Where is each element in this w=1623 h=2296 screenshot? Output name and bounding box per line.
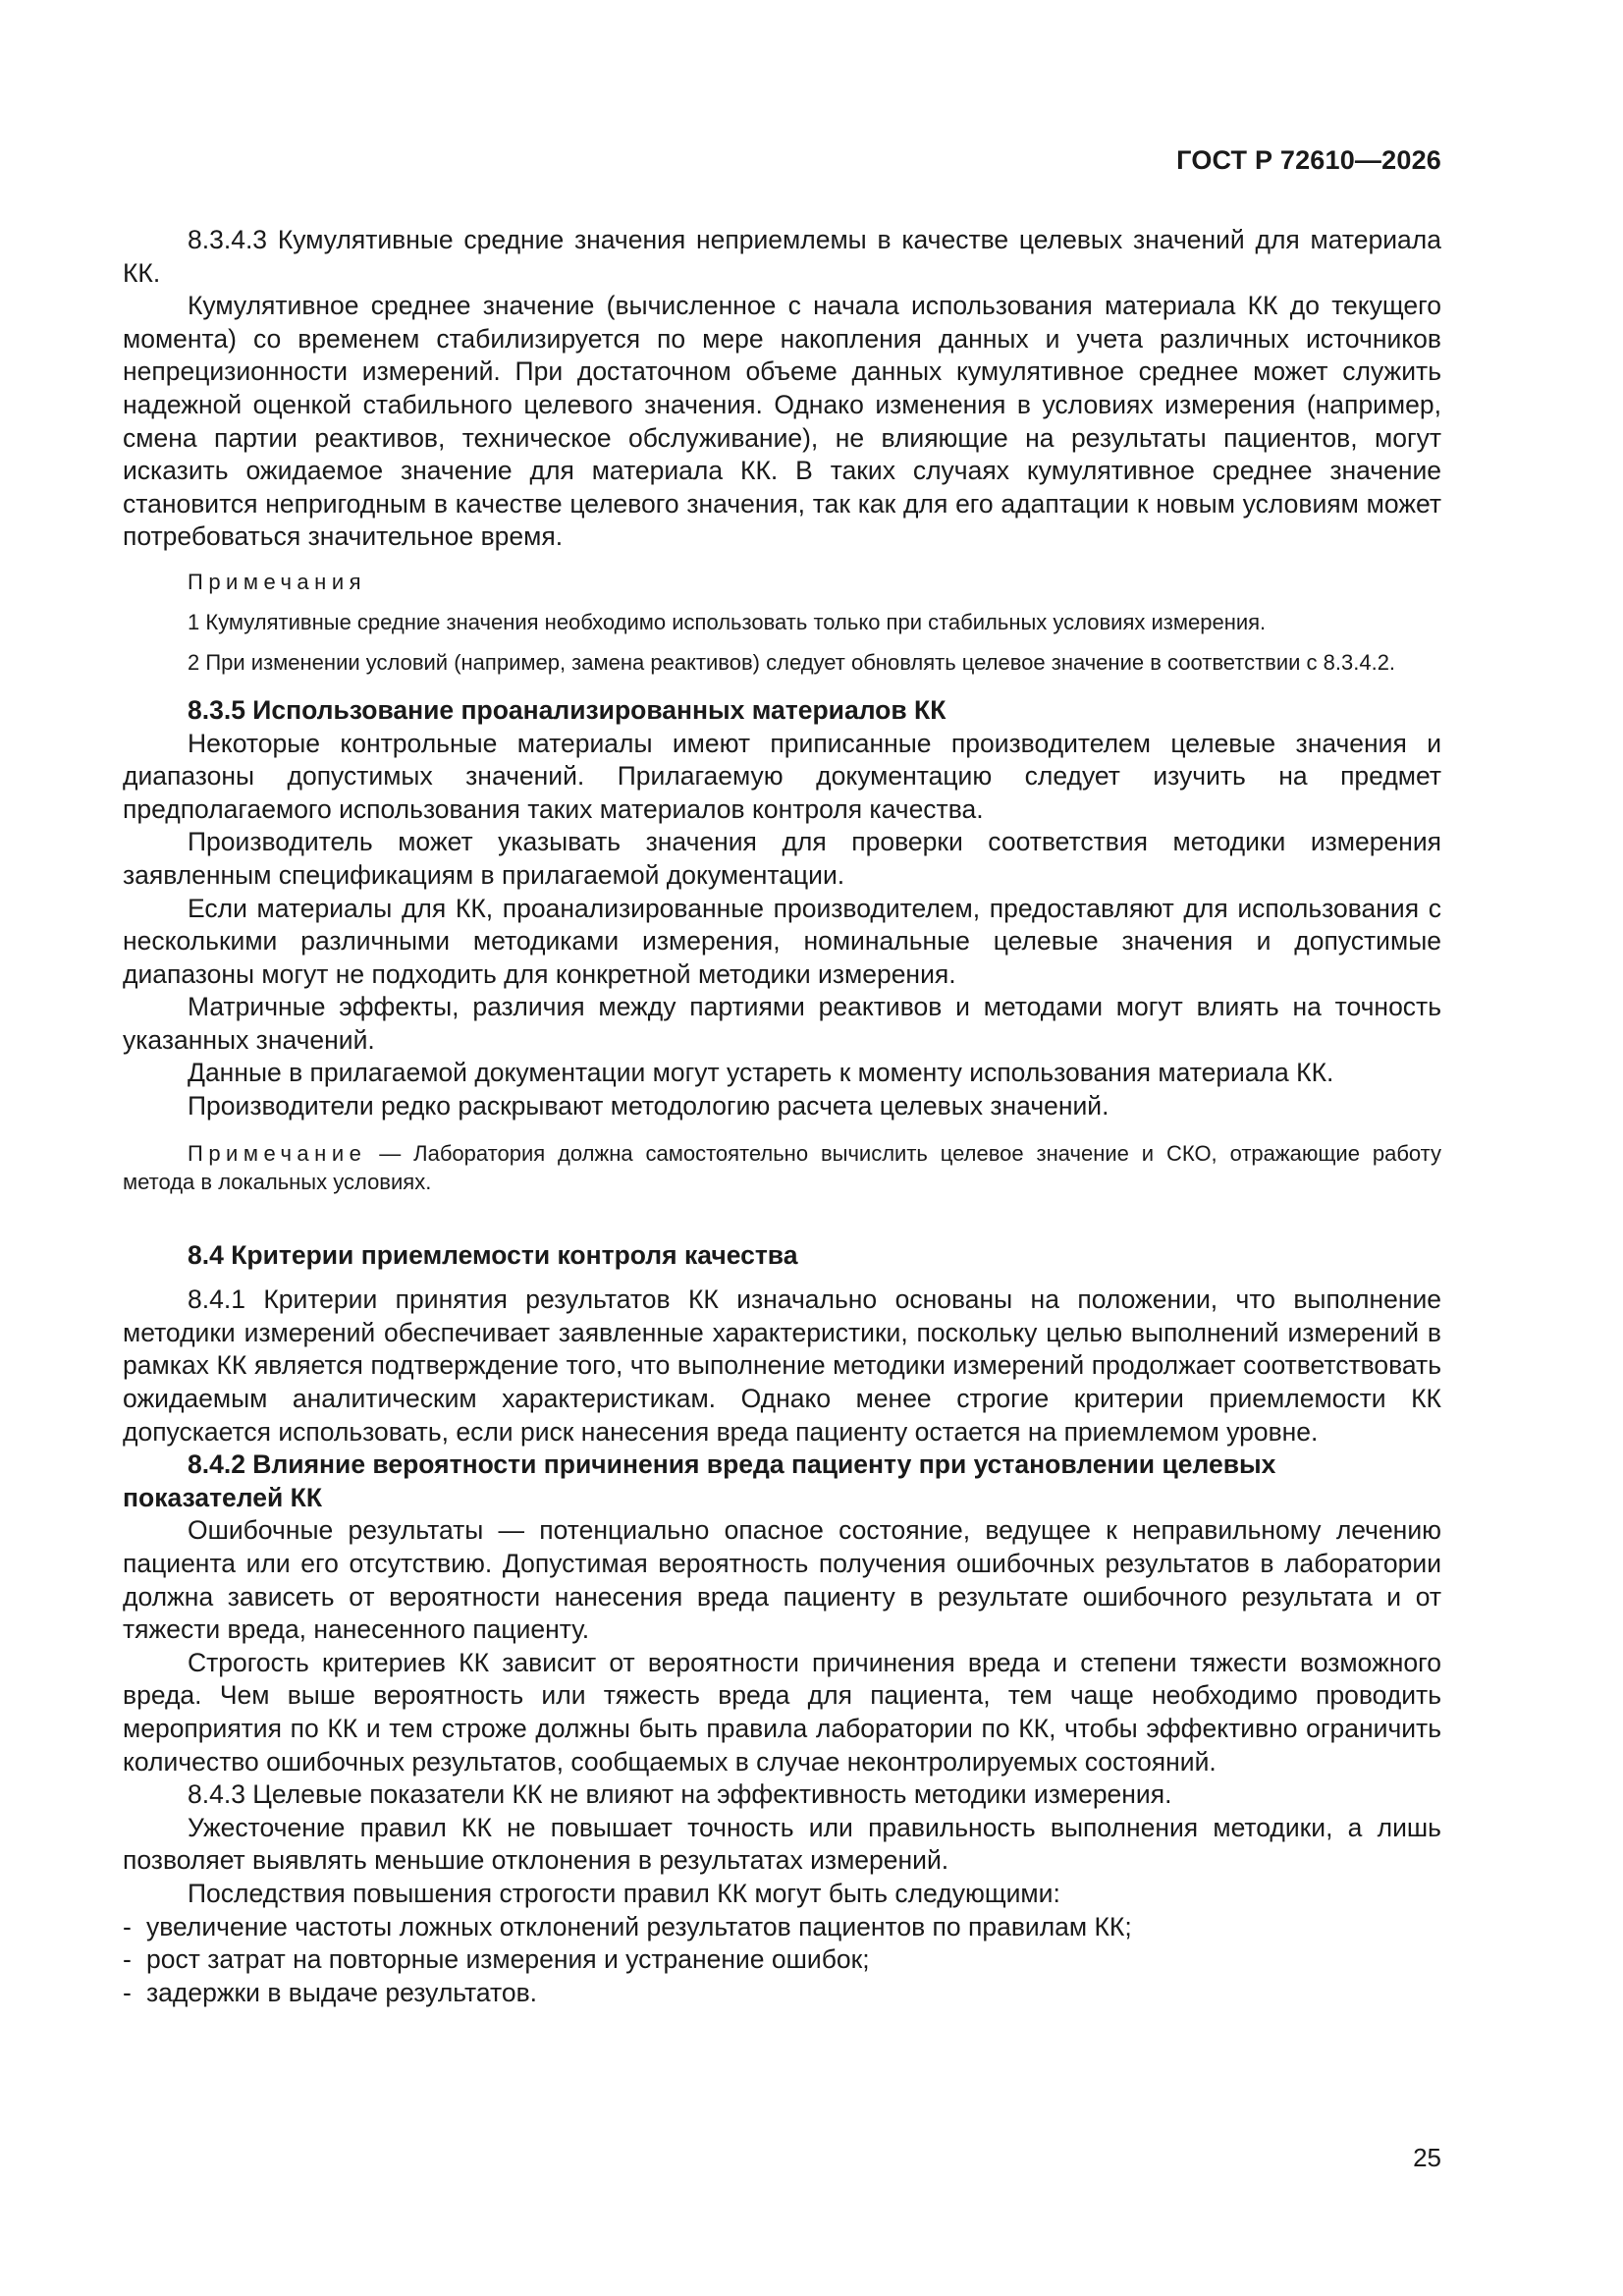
list-item: - рост затрат на повторные измерения и устранение ошибок; — [123, 1943, 1441, 1977]
list-dash: - — [123, 1977, 132, 2007]
paragraph-cumulative-mean: Кумулятивное среднее значение (вычисленное с начала использования материала КК до текущего момента) со временем стабилизируется по мере накопления данных и учета различных источников непрецизионности измерений. При достаточном объеме данных кумулятивное среднее может служить надежной оценкой стабильного целевого значения. Однако изменения в условиях измерения (например, смена партии реактивов, техническое обслуживание), не влияющие на результаты пациентов, могут исказить ожидаемое значение для материала КК. В таких случаях кумулятивное среднее значение становится непригодным в качестве целевого значения, так как для его адаптации к новым условиям может потребоваться значительное время. — [123, 291, 1441, 552]
heading-8-3-5: 8.3.5 Использование проанализированных материалов КК — [188, 694, 947, 725]
notes-block — [123, 568, 1441, 677]
notes-title: Примечания — [188, 569, 367, 594]
paragraph-manufacturer-specs: Производитель может указывать значения для проверки соответствия методики измерения заявленным спецификациям в прилагаемой документации. — [123, 827, 1441, 890]
paragraph-8-3-4-3: 8.3.4.3 Кумулятивные средние значения неприемлемы в качестве целевых значений для материала КК. — [123, 225, 1441, 288]
paragraph-strictness: Строгость критериев КК зависит от вероятности причинения вреда и степени тяжести возможного вреда. Чем выше вероятность или тяжесть вреда для пациента, тем чаще необходимо проводить мероприятия по КК и тем строже должны быть правила лаборатории по КК, чтобы эффективно ограничить количество ошибочных результатов, сообщаемых в случае неконтролируемых состояний. — [123, 1647, 1441, 1777]
paragraph-8-4-3: 8.4.3 Целевые показатели КК не влияют на эффективность методики измерения. — [188, 1779, 1172, 1810]
page-number: 25 — [1413, 2143, 1441, 2172]
note-label: Примечание — [188, 1140, 367, 1166]
paragraph-matrix-effects: Матричные эффекты, различия между партиями реактивов и методами могут влиять на точность указанных значений. — [123, 992, 1441, 1055]
paragraph-erroneous-results: Ошибочные результаты — потенциально опасное состояние, ведущее к неправильному лечению пациента или его отсутствию. Допустимая вероятность получения ошибочных результатов в лаборатории должна зависеть от вероятности нанесения вреда пациенту в результате ошибочного результата и от тяжести вреда, нанесенного пациенту. — [123, 1515, 1441, 1645]
list-dash: - — [123, 1944, 132, 1975]
paragraph-multiple-methods: Если материалы для КК, проанализированные производителем, предоставляют для использования с несколькими различными методиками измерения, номинальные целевые значения и допустимые диапазоны могут не подходить для конкретной методики измерения. — [123, 893, 1441, 989]
document-body — [123, 224, 1441, 2009]
paragraph-methodology: Производители редко раскрывают методологию расчета целевых значений. — [188, 1091, 1109, 1121]
paragraph-manufacturer-values: Некоторые контрольные материалы имеют приписанные производителем целевые значения и диапазоны допустимых значений. Прилагаемую документацию следует изучить на предмет предполагаемого использования таких материалов контроля качества. — [123, 728, 1441, 824]
heading-8-4: 8.4 Критерии приемлемости контроля качества — [188, 1239, 798, 1270]
paragraph-outdated-docs: Данные в прилагаемой документации могут устареть к моменту использования материала КК. — [188, 1058, 1334, 1088]
paragraph-consequences: Последствия повышения строгости правил КК могут быть следующими: — [188, 1878, 1060, 1908]
paragraph-tightening: Ужесточение правил КК не повышает точность или правильность выполнения методики, а лишь позволяет выявлять меньшие отклонения в результатах измерений. — [123, 1812, 1441, 1876]
note-3-text: — Лаборатория должна самостоятельно вычислить целевое значение и СКО, отражающие работу метода в локальных условиях. — [123, 1140, 1441, 1194]
document-header: ГОСТ Р 72610—2026 — [1176, 145, 1441, 175]
note-2: 2 При изменении условий (например, замена реактивов) следует обновлять целевое значение в соответствии с 8.3.4.2. — [188, 649, 1396, 675]
list-item: - задержки в выдаче результатов. — [123, 1977, 1441, 2010]
list-dash: - — [123, 1911, 132, 1941]
consequences-list — [123, 1911, 1441, 2010]
heading-8-4-2: 8.4.2 Влияние вероятности причинения вреда пациенту при установлении целевых показателей КК — [123, 1449, 1276, 1512]
note-3 — [123, 1139, 1441, 1196]
note-1: 1 Кумулятивные средние значения необходимо использовать только при стабильных условиях измерения. — [188, 609, 1267, 634]
paragraph-8-4-1: 8.4.1 Критерии принятия результатов КК изначально основаны на положении, что выполнение методики измерений обеспечивает заявленные характеристики, поскольку целью выполнений измерений в рамках КК является подтверждение того, что выполнение методики измерений продолжает соответствовать ожидаемым аналитическим характеристикам. Однако менее строгие критерии приемлемости КК допускается использовать, если риск нанесения вреда пациенту остается на приемлемом уровне. — [123, 1285, 1441, 1447]
list-item: - увеличение частоты ложных отклонений результатов пациентов по правилам КК; — [123, 1911, 1441, 1944]
